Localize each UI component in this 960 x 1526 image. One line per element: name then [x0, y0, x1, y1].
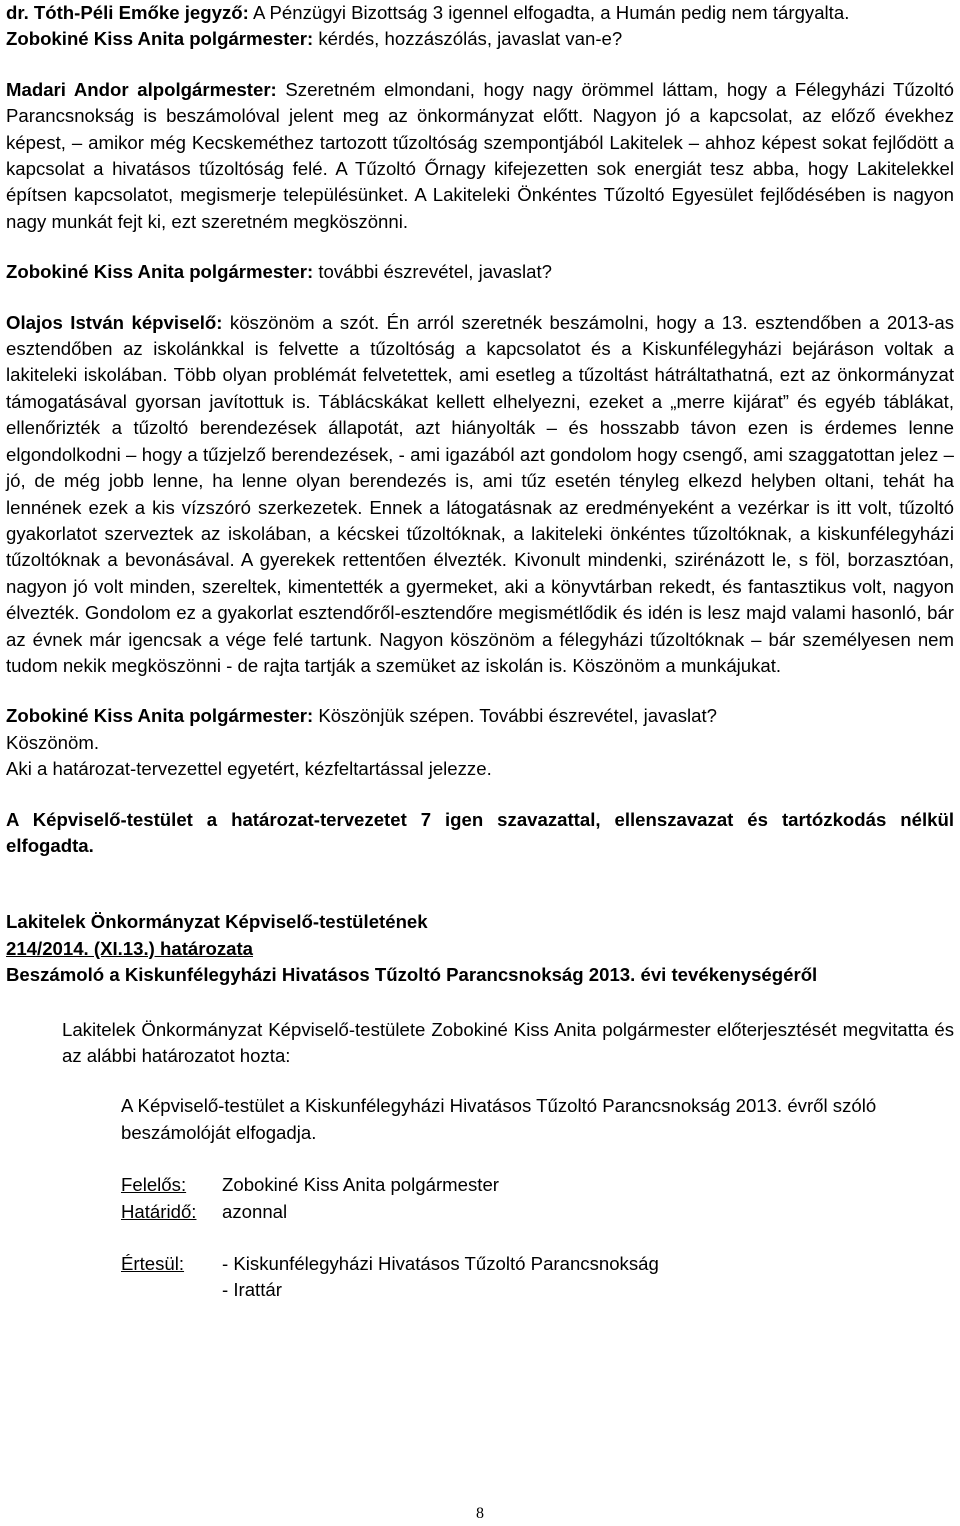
notify-label: Értesül: — [121, 1253, 185, 1275]
speech-text: kérdés, hozzászólás, javaslat van-e? — [318, 28, 623, 50]
speech-text: köszönöm a szót. Én arról szeretnék beszámolni, hogy a 13. esztendőben a 2013-as esztendőben az iskolánkkal is felvette a tűzoltóság a kapcsolatot és a Kiskunfélegyházi bejáráson voltak a lakiteleki iskolában. Több olyan problémát felvetettek, ami esetleg a tűzoltást hátráltathatná, ezt az önkormányzat támogatásával gyorsan javítottuk is. Táblácskákat kellett elhelyezni, ezeket a „merre kijárat” és egyéb táblákat, ellenőrizték a tűzoltó berendezések állapotát, azt hiányolták – és hosszabb távon ezen is érdemes lenne elgondolkodni – hogy a tűzjelző berendezések, - ami igazából azt gondolom hogy csengő, ami szaggatottan jelez – jó, de még jobb lenne, ha lenne olyan berendezés is, ami tűz esetén tényleg elkezd helyben oltani, tehát ha lennének ezek a kis vízszóró szerkezetek. Ennek a látogatásnak az eredményeként a vezérkar is itt volt, tűzoltó gyakorlatot szerveztek az iskolában, a kécskei tűzoltóknak, a lakiteleki önkéntes tűzoltóknak, a kiskunfélegyházi tűzoltóknak a bevonásával. A gyerekek rettentően élvezték. Kivonult mindenki, szirénázott le, s föl, borzasztóan, nagyon jó volt minden, szereltek, kimentették a gyermeket, aki a könyvtárban rekedt, és fantasztikus volt, nagyon élvezték. Gondolom ez a gyakorlat esztendőről-esztendőre megismétlődik és idén is lesz majd valami hasonló, bár az évnek már igencsak a vége felé tartunk. Nagyon köszönöm a félegyházi tűzoltóknak – bár személyesen nem tudom nekik megköszönni - de rajta tartják a szemüket az iskolán is. Köszönöm a munkájukat. — [6, 311, 955, 676]
resolution-number: 214/2014. (XI.13.) határozata — [6, 937, 254, 959]
speech-text: Szeretném elmondani, hogy nagy örömmel láttam, hogy a Félegyházi Tűzoltó Parancsnokság is beszámolóval jelent meg az önkormányzat előtt. Nagyon jó a kapcsolat, az előző évekhez képest, – amikor még Kecskeméthez tartozott tűzoltóság szempontjából Lakitelek – ahhoz képest sokat fejlődött a kapcsolat a hivatásos tűzoltóság felé. A Tűzoltó Őrnagy kifejezetten sok energiát tesz abba, hogy Lakitelekkel építsen kapcsolatot, megismerje településünket. A Lakiteleki Önkéntes Tűzoltó Egyesület fejlődésében is nagyon nagy munkát fejt ki, ezt szeretném megköszönni. — [6, 78, 954, 232]
speech-text: A Pénzügyi Bizottság 3 igennel elfogadta, a Humán pedig nem tárgyalta. — [252, 2, 850, 23]
responsible-value: Zobokiné Kiss Anita polgármester — [222, 1174, 499, 1196]
deadline-row — [121, 1199, 954, 1225]
deadline-label: Határidő: — [121, 1200, 197, 1222]
notify-item: - Irattár — [222, 1279, 282, 1301]
speaker-name: dr. Tóth-Péli Emőke jegyző: — [6, 2, 249, 23]
paragraph-mayor-followup — [6, 259, 954, 285]
responsible-label: Felelős: — [121, 1174, 187, 1196]
notify-row — [121, 1251, 954, 1304]
resolution-intro: Lakitelek Önkormányzat Képviselő-testülete Zobokiné Kiss Anita polgármester előterjesztését megvitatta és az alábbi határozatot hozta: — [62, 1018, 954, 1066]
closing-thanks: Köszönöm. — [6, 731, 100, 753]
speech-text: Köszönjük szépen. További észrevétel, javaslat? — [318, 705, 717, 727]
resolution-issuer: Lakitelek Önkormányzat Képviselő-testületének — [6, 911, 428, 933]
resolution-header — [6, 909, 954, 988]
notify-list — [222, 1251, 659, 1304]
page-number: 8 — [476, 1505, 484, 1522]
speaker-name: Zobokiné Kiss Anita polgármester: — [6, 28, 314, 50]
vote-result: A Képviselő-testület a határozat-tervezetet 7 igen szavazattal, ellenszavazat és tartózkodás nélkül elfogadta. — [6, 808, 954, 856]
paragraph-notary — [6, 0, 954, 26]
speaker-name: Zobokiné Kiss Anita polgármester: — [6, 705, 314, 727]
paragraph-deputy-mayor — [6, 77, 954, 235]
paragraph-mayor-question — [6, 26, 954, 52]
paragraph-representative — [6, 310, 954, 680]
speaker-name: Zobokiné Kiss Anita polgármester: — [6, 261, 314, 283]
responsible-row — [121, 1172, 954, 1198]
notify-item: - Kiskunfélegyházi Hivatásos Tűzoltó Parancsnokság — [222, 1253, 659, 1275]
paragraph-mayor-closing — [6, 703, 954, 782]
speaker-name: Madari Andor alpolgármester: — [6, 78, 277, 100]
vote-call: Aki a határozat-tervezettel egyetért, kézfeltartással jelezze. — [6, 758, 492, 780]
deadline-value: azonnal — [222, 1200, 288, 1222]
resolution-decision: A Képviselő-testület a Kiskunfélegyházi Hivatásos Tűzoltó Parancsnokság 2013. évről szóló beszámolóját elfogadja. — [121, 1095, 877, 1143]
speech-text: további észrevétel, javaslat? — [318, 261, 552, 283]
resolution-footer — [6, 1172, 954, 1304]
resolution-subject: Beszámoló a Kiskunfélegyházi Hivatásos Tűzoltó Parancsnokság 2013. évi tevékenységéről — [6, 964, 818, 986]
speaker-name: Olajos István képviselő: — [6, 311, 223, 333]
